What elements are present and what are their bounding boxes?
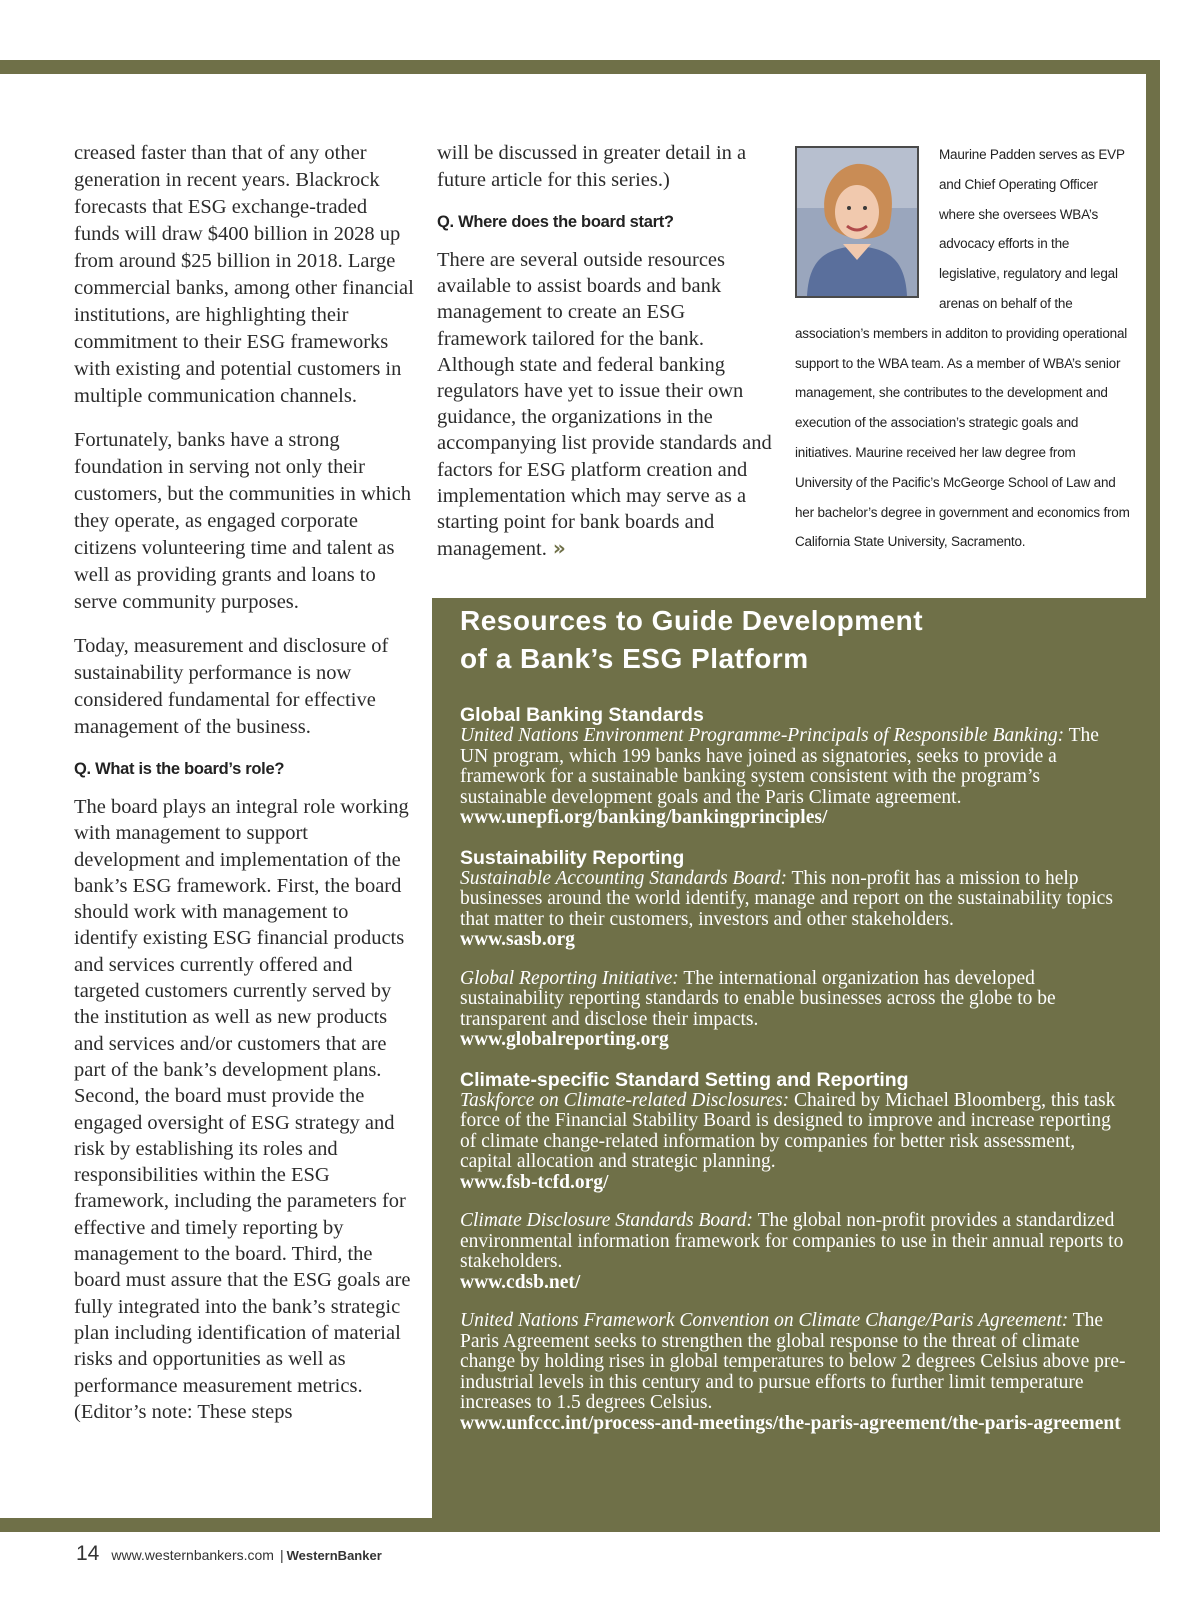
title-line: of a Bank’s ESG Platform [460, 643, 809, 674]
page-footer [76, 1542, 382, 1566]
author-bio [795, 140, 1130, 557]
resources-title [460, 602, 1126, 678]
org-name: United Nations Environment Programme-Principals of Responsible Banking: [460, 725, 1065, 746]
resource-link[interactable]: www.sasb.org [460, 929, 575, 950]
resource-link[interactable]: www.globalreporting.org [460, 1029, 669, 1050]
org-name: Climate Disclosure Standards Board: [460, 1210, 754, 1231]
paragraph-with-continue [437, 247, 773, 562]
resource-section [460, 704, 1126, 829]
resource-entry [460, 1091, 1126, 1194]
paragraph: Fortunately, banks have a strong foundation in serving not only their customers, but the communities in which they operate, as engaged corporate citizens volunteering time and talent as well as providing grants and loans to serve community purposes. [74, 429, 412, 613]
org-description: The global non-profit provides a standardized environmental information framework for companies to use in their annual reports to stakeholders. [460, 1210, 1124, 1272]
resource-link[interactable]: www.unfccc.int/process-and-meetings/the-paris-agreement/the-paris-agreement [460, 1412, 1121, 1434]
section-heading: Sustainability Reporting [460, 846, 685, 869]
question-heading: Q. Where does the board start? [437, 213, 674, 231]
paragraph: will be discussed in greater detail in a future article for this series.) [437, 142, 747, 191]
website-url[interactable]: www.westernbankers.com [111, 1547, 274, 1563]
resource-section [460, 847, 1126, 1051]
resource-link[interactable]: www.fsb-tcfd.org/ [460, 1171, 609, 1193]
org-description: The international organization has developed sustainability reporting standards to enable businesses across the globe to be transparent and disclose their impacts. [460, 967, 1056, 1030]
resource-link[interactable]: www.cdsb.net/ [460, 1271, 581, 1293]
org-description: The Paris Agreement seeks to strengthen the global response to the threat of climate change by holding rises in global temperatures to below 2 degrees Celsius above pre-industrial levels in this century and to pursue efforts to further limit temperature increases to 1.5 degrees Celsius. [460, 1310, 1126, 1413]
article-column-2 [437, 140, 773, 579]
resource-entry [460, 1311, 1126, 1434]
article-column-1 [74, 140, 414, 1442]
magazine-name: WesternBanker [286, 1548, 382, 1563]
resource-entry [460, 969, 1126, 1051]
org-description: The UN program, which 199 banks have joined as signatories, seeks to provide a framework for a sustainable banking system consistent with the program’s sustainable development goals and the Paris Climate agreement. [460, 725, 1099, 808]
org-name: Taskforce on Climate-related Disclosures: [460, 1089, 790, 1111]
resource-link[interactable]: www.unepfi.org/banking/bankingprinciples/ [460, 807, 828, 828]
continue-arrow-icon: » [552, 536, 566, 561]
resource-entry [460, 1211, 1126, 1293]
resource-entry [460, 869, 1126, 951]
org-description: This non-profit has a mission to help businesses around the world identify, manage and report on the sustainability topics that matter to their customers, investors and other stakeholders. [460, 867, 1113, 930]
paragraph: The board plays an integral role working with management to support development and implementation of the bank’s ESG framework. First, the board should work with management to identify existing ESG financial products and services currently offered and targeted customers currently served by the institution as well as new products and services and/or customers that are part of the bank’s development plans. Second, the board must provide the engaged oversight of ESG strategy and risk by establishing its roles and responsibilities within the ESG framework, including the parameters for effective and timely reporting by management to the board. Third, the board must assure that the ESG goals are fully integrated into the bank’s strategic plan including identification of material risks and opportunities as well as performance measurement metrics. (Editor’s note: These steps [74, 796, 411, 1423]
resource-section [460, 1069, 1126, 1435]
title-line: Resources to Guide Development [460, 605, 924, 636]
bio-text: Maurine Padden serves as EVP and Chief Operating Officer where she oversees WBA’s advocacy efforts in the legislative, regulatory and legal arenas on behalf of the association’s members in additon to providing operational support to the WBA team. As a member of WBA’s senior management, she contributes to the development and execution of the association’s strategic goals and initiatives. Maurine received her law degree from University of the Pacific’s McGeorge School of Law and her bachelor’s degree in government and economics from California State University, Sacramento. [795, 147, 1130, 550]
footer-separator: | [279, 1547, 284, 1563]
page-number: 14 [76, 1542, 100, 1565]
section-heading: Global Banking Standards [460, 704, 704, 726]
org-name: Sustainable Accounting Standards Board: [460, 867, 787, 889]
paragraph: Today, measurement and disclosure of sustainability performance is now considered fundamental for effective management of the business. [74, 635, 389, 738]
section-heading: Climate-specific Standard Setting and Reporting [460, 1068, 909, 1091]
resources-box [432, 598, 1160, 1532]
author-photo [795, 146, 919, 298]
question-heading: Q. What is the board’s role? [74, 760, 285, 778]
resource-entry [460, 726, 1126, 829]
paragraph: There are several outside resources available to assist boards and bank management to create an ESG framework tailored for the bank. Although state and federal banking regulators have yet to issue their own guidance, the organizations in the accompanying list provide standards and factors for ESG platform creation and implementation which may serve as a starting point for bank boards and management. [437, 249, 772, 561]
paragraph: creased faster than that of any other generation in recent years. Blackrock forecasts that ESG exchange-traded funds will draw $400 billion in 2028 up from around $25 billion in 2018. Large commercial banks, among other financial institutions, are highlighting their commitment to their ESG frameworks with existing and potential customers in multiple communication channels. [74, 142, 414, 407]
org-name: Global Reporting Initiative: [460, 967, 679, 989]
org-description: Chaired by Michael Bloomberg, this task force of the Financial Stability Board is designed to improve and increase reporting of climate change-related information by companies for better risk assessment, capital allocation and strategic planning. [460, 1089, 1116, 1172]
org-name: United Nations Framework Convention on Climate Change/Paris Agreement: [460, 1310, 1069, 1331]
